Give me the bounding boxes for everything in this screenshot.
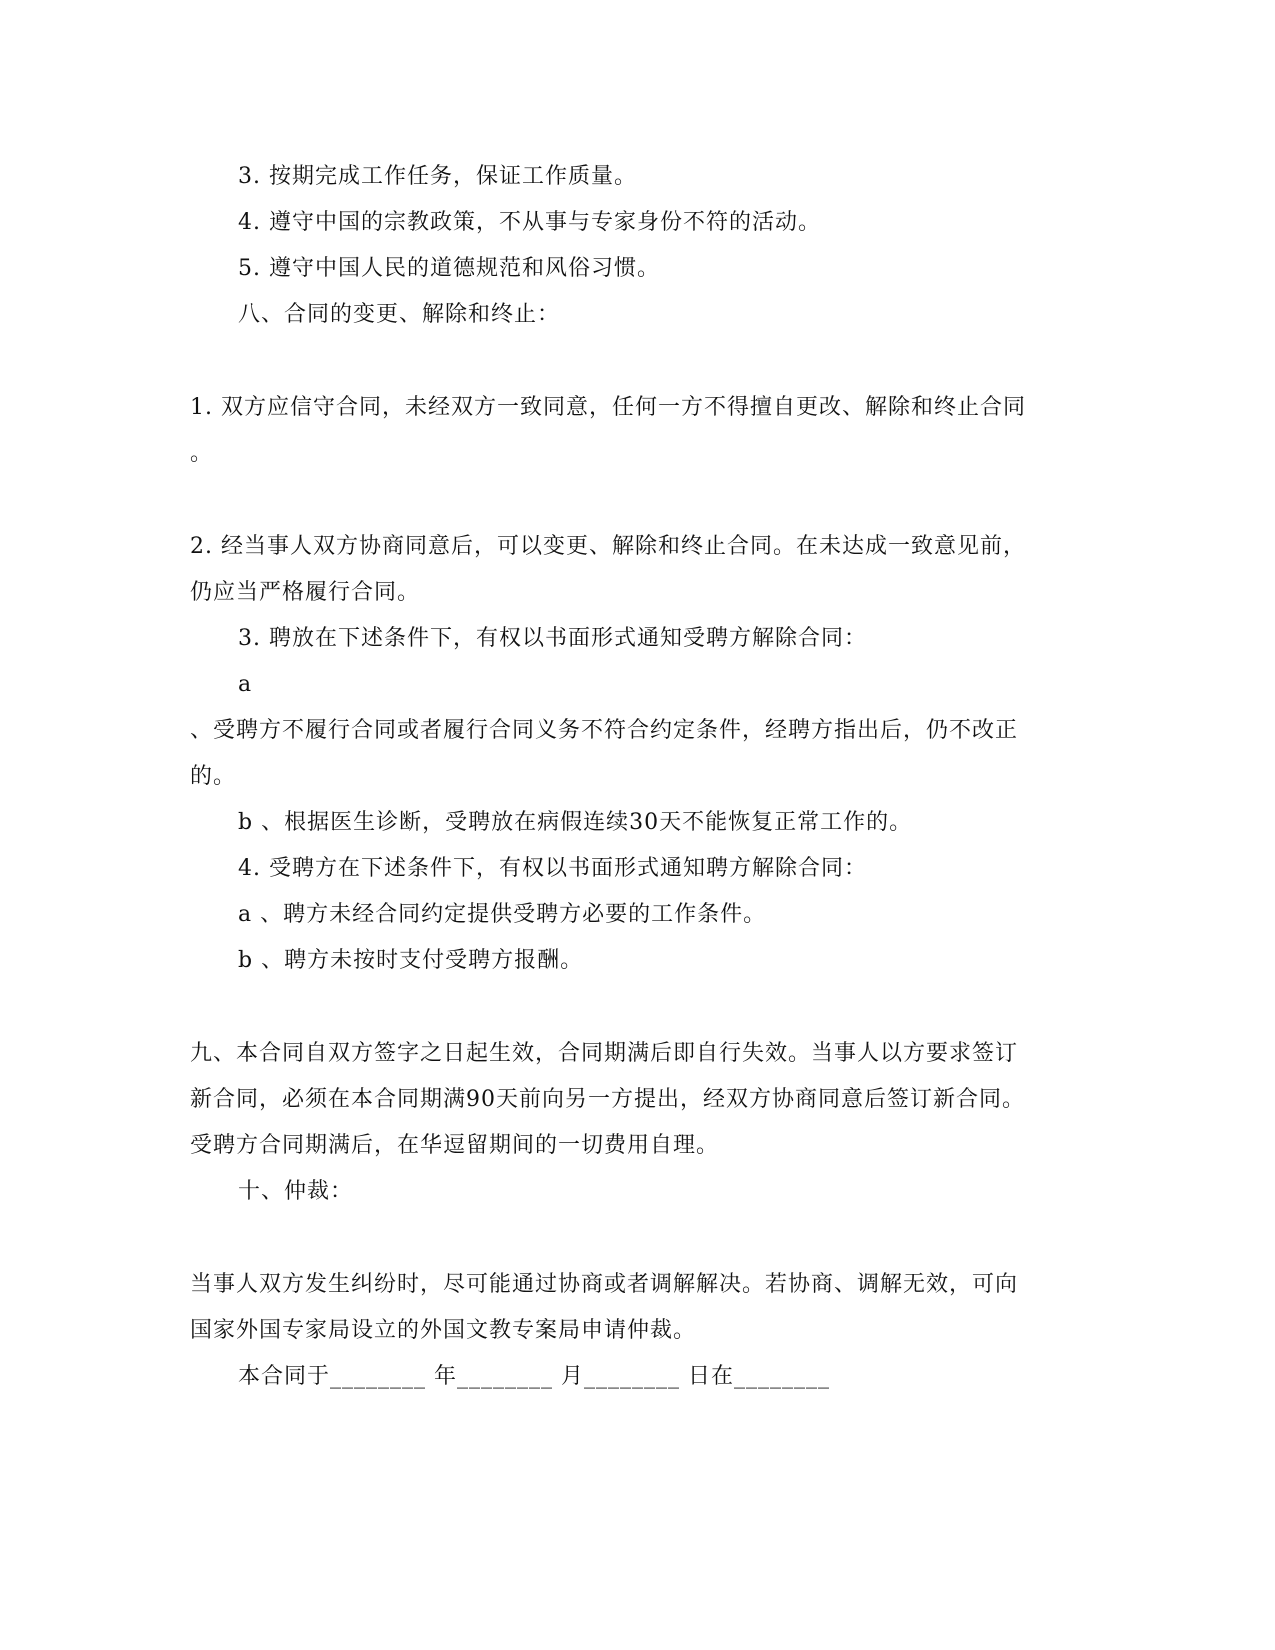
section-10-heading: 十、仲裁： <box>238 1179 354 1204</box>
clause-7-3: 3. 按期完成工作任务，保证工作质量。 <box>238 164 637 189</box>
clause-8-3-a-line-1: 、受聘方不履行合同或者履行合同义务不符合约定条件，经聘方指出后，仍不改正 <box>190 718 1019 743</box>
signing-date-line: 本合同于________ 年________ 月________ 日在________ <box>238 1364 830 1389</box>
clause-8-1-line-1: 1. 双方应信守合同，未经双方一致同意，任何一方不得擅自更改、解除和终止合同 <box>190 395 1026 420</box>
section-9-line-3: 受聘方合同期满后，在华逗留期间的一切费用自理。 <box>190 1133 720 1158</box>
clause-8-3-b: b 、根据医生诊断，受聘放在病假连续30天不能恢复正常工作的。 <box>238 810 913 835</box>
clause-8-4-a: a 、聘方未经合同约定提供受聘方必要的工作条件。 <box>238 902 767 927</box>
arbitration-line-1: 当事人双方发生纠纷时，尽可能通过协商或者调解解决。若协商、调解无效，可向 <box>190 1272 1019 1297</box>
clause-8-3: 3. 聘放在下述条件下，有权以书面形式通知受聘方解除合同： <box>238 626 867 651</box>
section-9-line-2: 新合同，必须在本合同期满90天前向另一方提出，经双方协商同意后签订新合同。 <box>190 1087 1025 1112</box>
clause-8-1-line-2: 。 <box>190 441 214 466</box>
section-8-heading: 八、合同的变更、解除和终止： <box>238 302 561 327</box>
clause-8-4-b: b 、聘方未按时支付受聘方报酬。 <box>238 948 584 973</box>
clause-7-4: 4. 遵守中国的宗教政策，不从事与专家身份不符的活动。 <box>238 210 821 235</box>
section-9-line-1: 九、本合同自双方签字之日起生效，合同期满后即自行失效。当事人以方要求签订 <box>190 1041 1019 1066</box>
clause-8-3-a-line-2: 的。 <box>190 764 237 789</box>
clause-8-2-line-2: 仍应当严格履行合同。 <box>190 580 421 605</box>
clause-8-4: 4. 受聘方在下述条件下，有权以书面形式通知聘方解除合同： <box>238 856 867 881</box>
clause-7-5: 5. 遵守中国人民的道德规范和风俗习惯。 <box>238 256 660 281</box>
clause-8-2-line-1: 2. 经当事人双方协商同意后，可以变更、解除和终止合同。在未达成一致意见前， <box>190 534 1026 559</box>
arbitration-line-2: 国家外国专家局设立的外国文教专案局申请仲裁。 <box>190 1318 697 1343</box>
clause-8-3-a-marker: a <box>238 672 253 697</box>
